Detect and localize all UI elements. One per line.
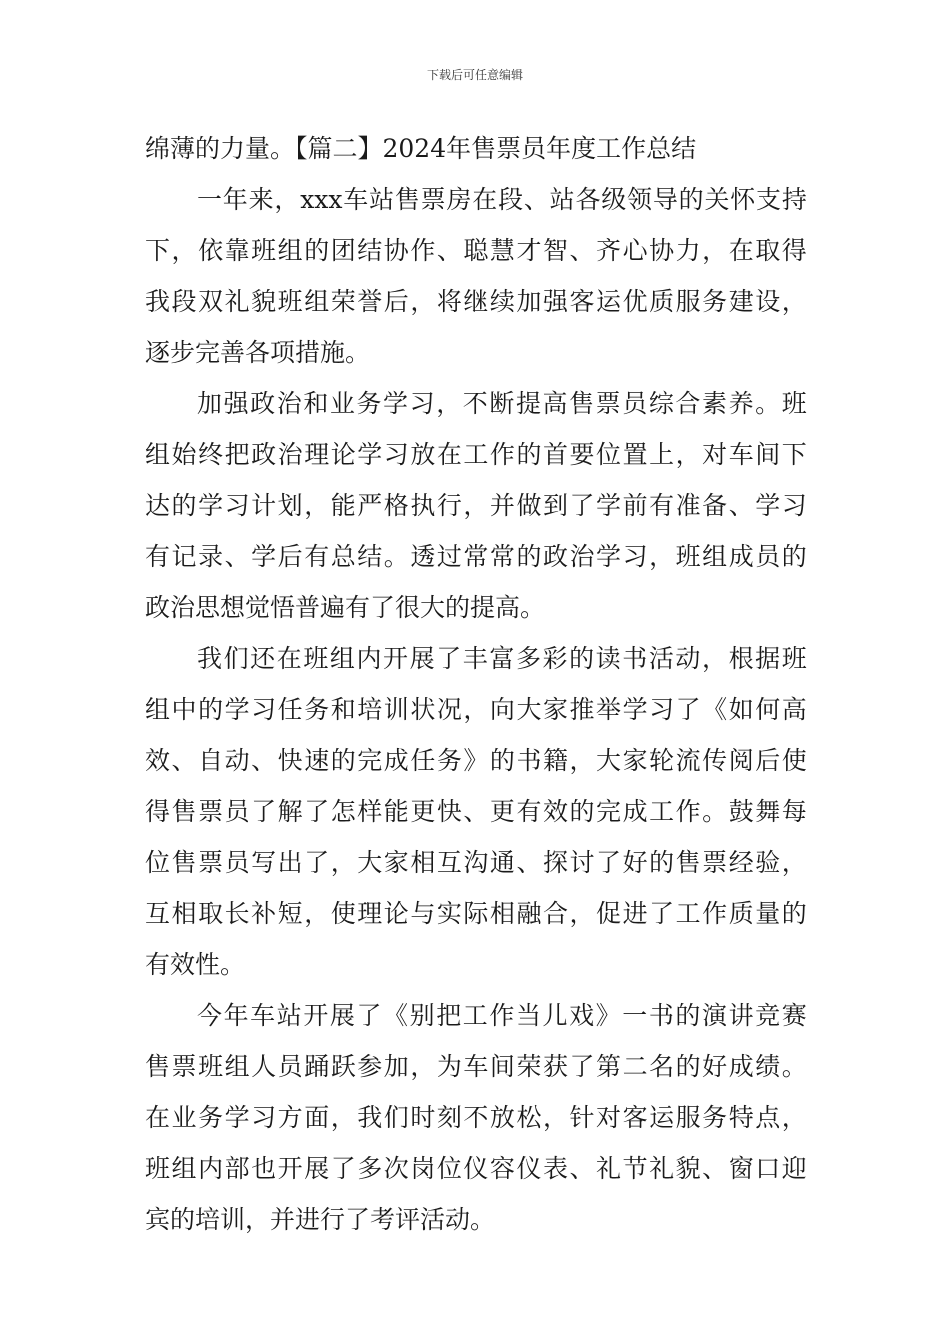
text-line: 我 段 双 礼 貌 班 组 荣 誉 后 ， 将 继 续 加 强 客 运 优 质 服 务 建 设 ，	[145, 287, 807, 316]
document-body	[145, 123, 807, 1245]
text-line: 有效性。	[145, 950, 246, 979]
page-header-note: 下载后可任意编辑	[426, 68, 523, 82]
text-line: 宾的培训，并进行了考评活动。	[145, 1205, 496, 1234]
text-line: 位 售 票 员 写 出 了 ， 大 家 相 互 沟 通 、 探 讨 了 好 的 售 票 经 验 ，	[145, 848, 807, 877]
text-line: 今 年 车 站 开 展 了 《 别 把 工 作 当 儿 戏 》 一 书 的 演 讲 竞 赛	[197, 1001, 807, 1030]
text-line: 得 售 票 员 了 解 了 怎 样 能 更 快 、 更 有 效 的 完 成 工 作 。 鼓 舞 每	[145, 797, 807, 826]
text-line: 效 、 自 动 、 快 速 的 完 成 任 务 》 的 书 籍 ， 大 家 轮 流 传 阅 后 使	[145, 746, 807, 775]
text-line: 下 ， 依 靠 班 组 的 团 结 协 作 、 聪 慧 才 智 、 齐 心 协 力 ， 在 取 得	[145, 236, 807, 265]
text-line: 组 始 终 把 政 治 理 论 学 习 放 在 工 作 的 首 要 位 置 上 ， 对 车 间 下	[145, 440, 807, 469]
text-line: 政治思想觉悟普遍有了很大的提高。	[145, 593, 546, 622]
text-line: 互 相 取 长 补 短 ， 使 理 论 与 实 际 相 融 合 ， 促 进 了 工 作 质 量 的	[145, 899, 807, 928]
text-line: 有 记 录 、 学 后 有 总 结 。 透 过 常 常 的 政 治 学 习 ， 班 组 成 员 的	[145, 542, 807, 571]
text-line: 逐步完善各项措施。	[145, 338, 371, 367]
text-line: 达 的 学 习 计 划 ， 能 严 格 执 行 ， 并 做 到 了 学 前 有 准 备 、 学 习	[145, 491, 807, 520]
text-line: 绵薄的力量。【篇二】2024年售票员年度工作总结	[145, 134, 697, 163]
text-line: 班 组 内 部 也 开 展 了 多 次 岗 位 仪 容 仪 表 、 礼 节 礼 貌 、 窗 口 迎	[145, 1154, 807, 1183]
text-line: 组 中 的 学 习 任 务 和 培 训 状 况 ， 向 大 家 推 举 学 习 了 《 如 何 高	[145, 695, 807, 724]
text-line: 一 年 来 ， xxx 车 站 售 票 房 在 段 、 站 各 级 领 导 的 关 怀 支 持	[197, 185, 807, 214]
text-line: 售 票 班 组 人 员 踊 跃 参 加 ， 为 车 间 荣 获 了 第 二 名 的 好 成 绩 。	[145, 1052, 807, 1081]
text-line: 我 们 还 在 班 组 内 开 展 了 丰 富 多 彩 的 读 书 活 动 ， 根 据 班	[197, 644, 807, 673]
text-line: 加 强 政 治 和 业 务 学 习 ， 不 断 提 高 售 票 员 综 合 素 养 。 班	[197, 389, 807, 418]
text-line: 在 业 务 学 习 方 面 ， 我 们 时 刻 不 放 松 ， 针 对 客 运 服 务 特 点 ，	[145, 1103, 807, 1132]
